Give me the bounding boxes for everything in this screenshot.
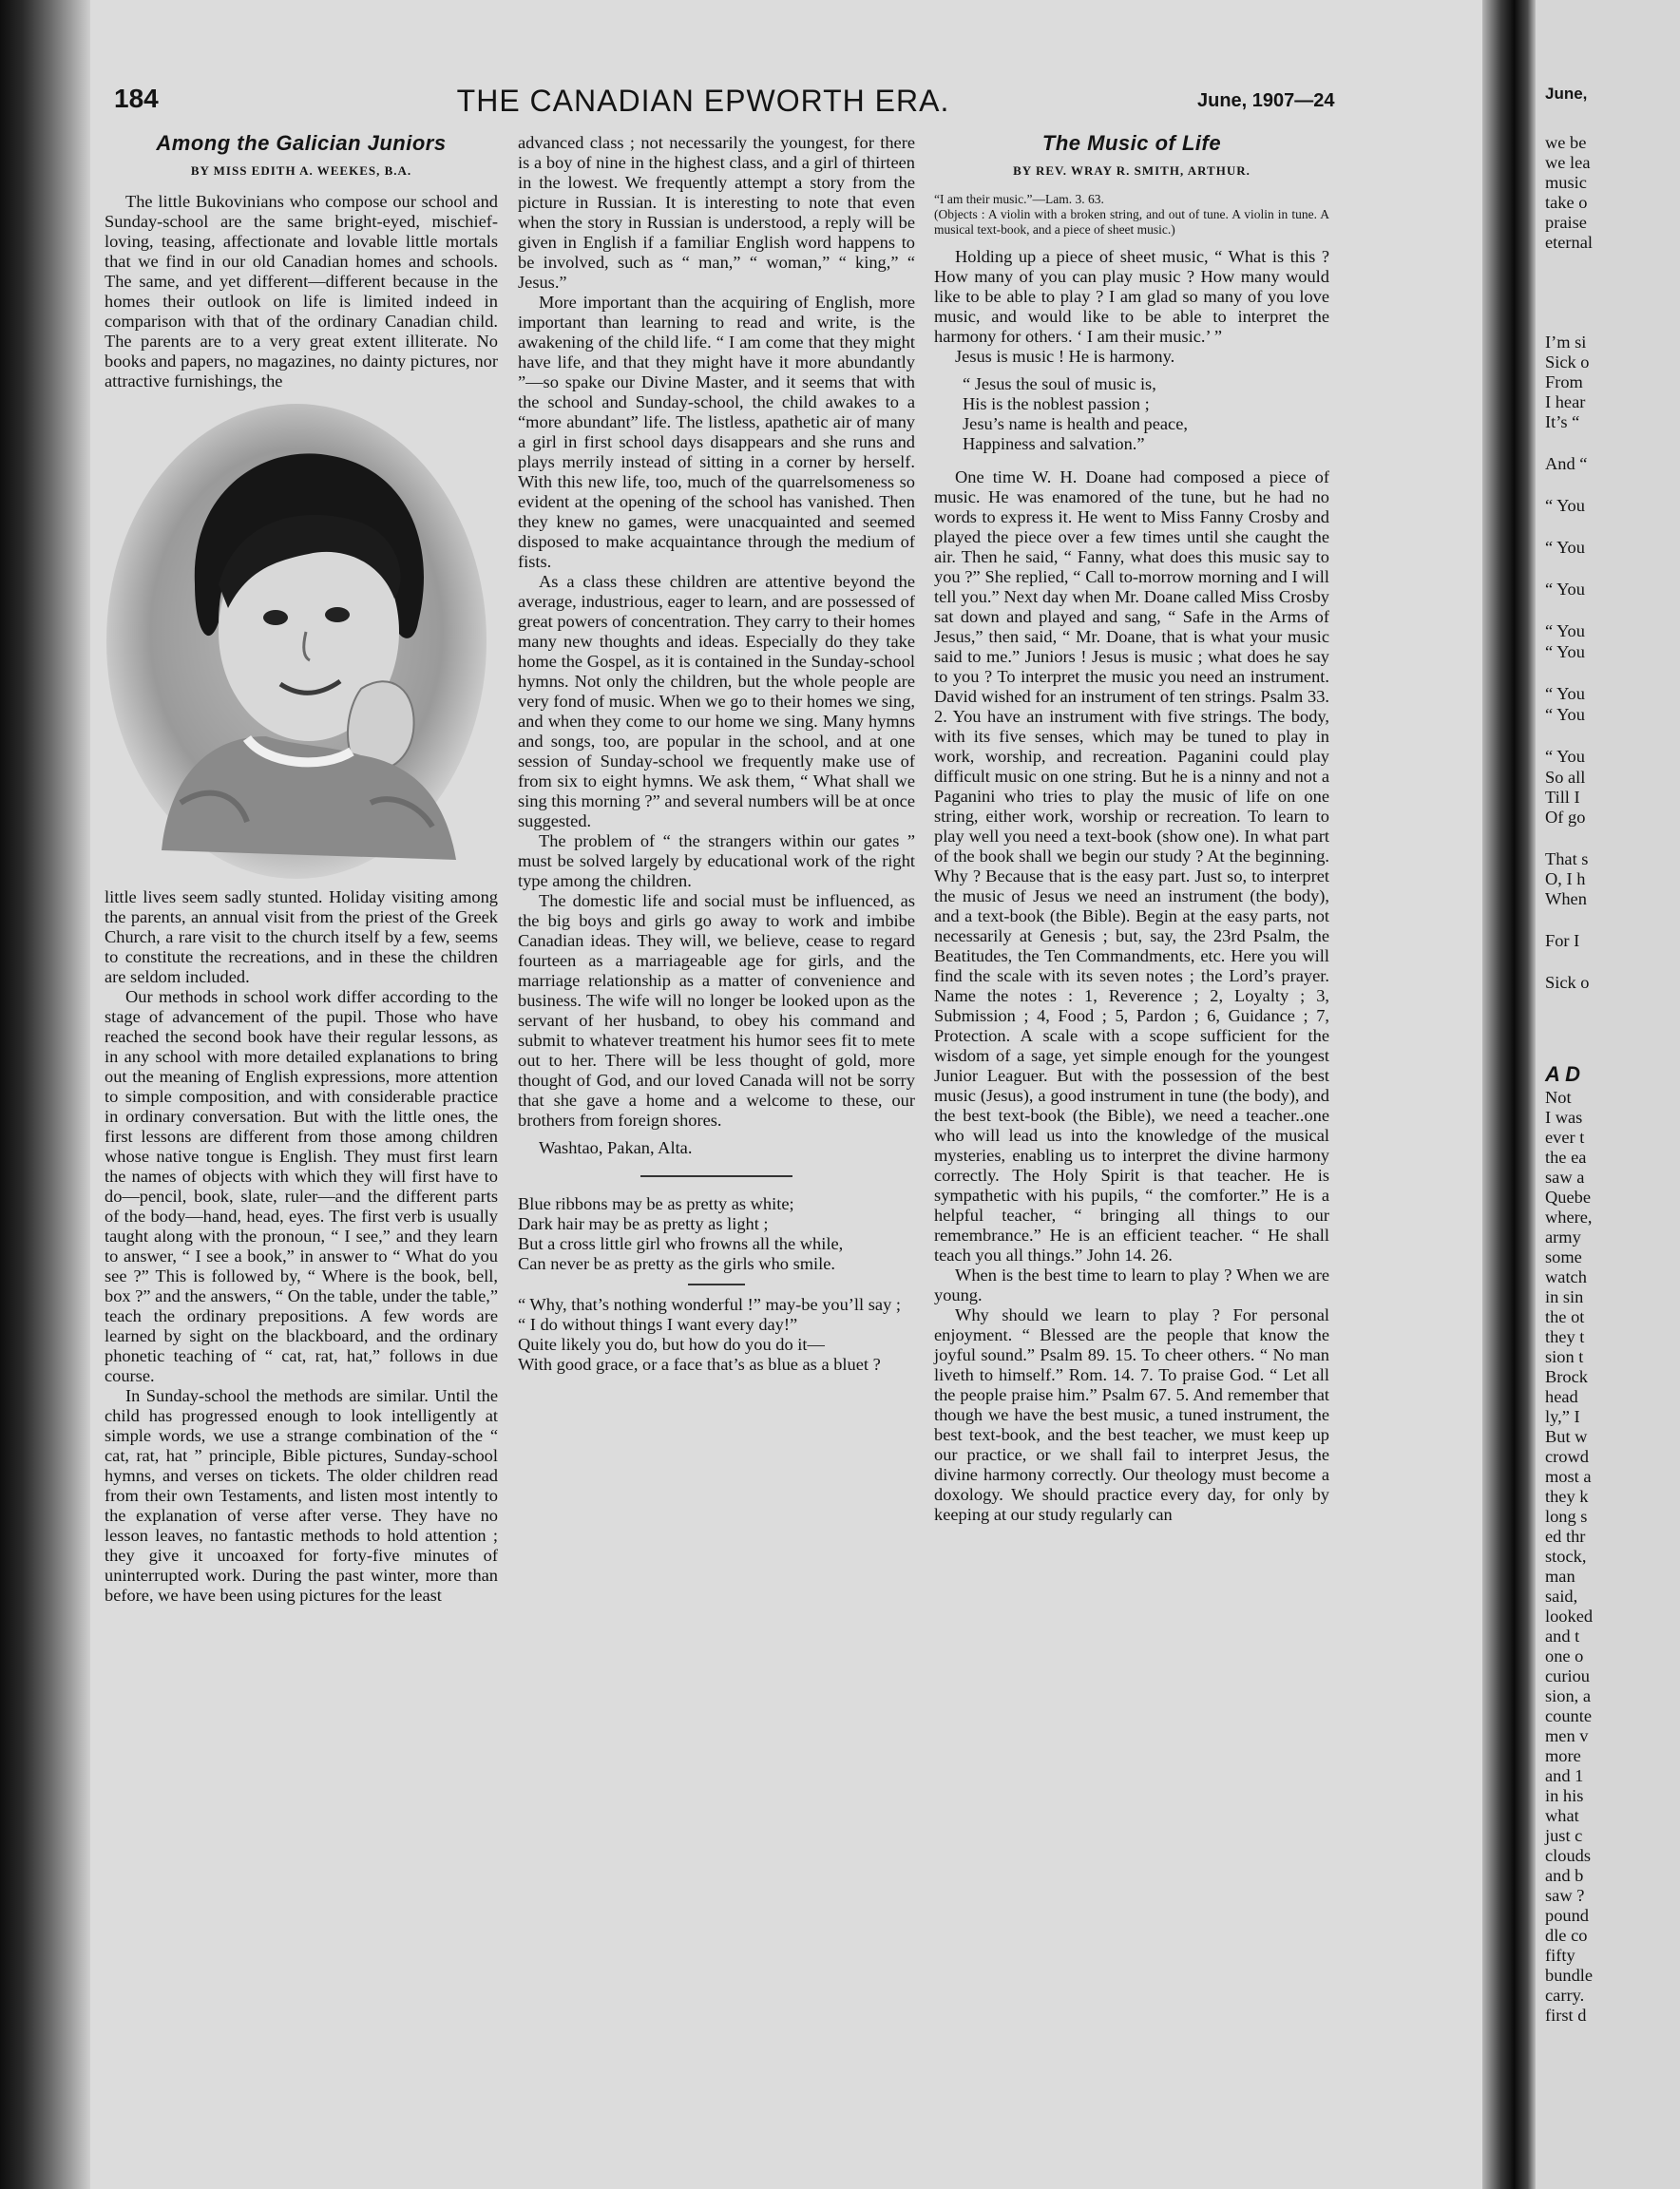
right-page-line: more bbox=[1545, 1746, 1581, 1765]
article-signoff: Washtao, Pakan, Alta. bbox=[539, 1138, 693, 1157]
paragraph: little lives seem sadly stunted. Holiday visiting among the parents, an annual visit from the priest of the Greek Church, a rare visit to the church itself by a few, seems to constitute the recreations, and in these the children are seldom included. bbox=[105, 887, 498, 986]
right-page-line: “ You bbox=[1545, 621, 1585, 640]
right-page-line: we lea bbox=[1545, 153, 1591, 172]
article-title-galician-juniors: Among the Galician Juniors bbox=[156, 131, 447, 155]
epigraph: “I am their music.”—Lam. 3. 63. bbox=[934, 192, 1104, 206]
right-page-line: sion, a bbox=[1545, 1686, 1592, 1705]
right-page-line: saw ? bbox=[1545, 1886, 1585, 1905]
right-page-line: Sick o bbox=[1545, 973, 1590, 992]
right-page-line: “ You bbox=[1545, 705, 1585, 724]
byline-smith: BY REV. WRAY R. SMITH, ARTHUR. bbox=[1013, 163, 1250, 178]
poem-line: Blue ribbons may be as pretty as white; bbox=[518, 1194, 794, 1213]
right-page-line: carry. bbox=[1545, 1986, 1585, 2005]
right-page-line: I hear bbox=[1545, 392, 1586, 411]
right-page-line: music bbox=[1545, 173, 1587, 192]
article-title-music-of-life: The Music of Life bbox=[1041, 131, 1222, 155]
right-page-line: So all bbox=[1545, 768, 1586, 787]
right-page-line: clouds bbox=[1545, 1846, 1592, 1865]
paragraph: Our methods in school work differ according to the stage of advancement of the pupil. Those who have reached the second book have their regular lessons, as in any school with more detailed explanations to bring out the meaning of English expressions, more attention to simple composition, and with considerable practice in ordinary conversation. But with the little ones, the first lessons are different from those among children whose native tongue is English. They must first learn the names of objects with which they will first have to do—pencil, book, slate, ruler—and the different parts of the body—hand, head, eyes. The first verb is usually taught along with the pronoun, “ I see,” and they learn to answer, “ I see a book,” in answer to “ What do you see ?” This is followed by, “ Where is the book, bell, box ?” and the answers, “ On the table, under the table,” teach the ordinary prepositions. A few words are learned by sight on the blackboard, and the ordinary phonetic teaching of “ cat, rat, hat,” follows in due course. bbox=[105, 987, 498, 1385]
section-divider bbox=[640, 1175, 792, 1177]
right-page-line: ever t bbox=[1545, 1128, 1585, 1147]
right-page-line: eternal bbox=[1545, 233, 1594, 252]
right-page-line: “ You bbox=[1545, 496, 1585, 515]
paragraph: The little Bukovinians who compose our school and Sunday-school are the same bright-eyed, mischief-loving, teasing, affectionate and lovable little mortals that we find in our old Canadian homes and schools. The same, and yet different—different because in the homes their outlook on life is limited indeed in comparison with that of the ordinary Canadian child. The parents are to a very great extent illiterate. No books and papers, no magazines, no dainty pictures, nor attractive furnishings, the bbox=[105, 192, 498, 390]
book-binding-edge bbox=[0, 0, 90, 2189]
right-page-line: what bbox=[1545, 1806, 1579, 1825]
right-page-line: army bbox=[1545, 1228, 1581, 1247]
right-page-line: head bbox=[1545, 1387, 1578, 1406]
right-page-line: fifty bbox=[1545, 1946, 1575, 1965]
right-page-line: “ You bbox=[1545, 684, 1585, 703]
right-page-line: stock, bbox=[1545, 1547, 1587, 1566]
right-page-line: Quebe bbox=[1545, 1188, 1591, 1207]
right-page-line: men v bbox=[1545, 1726, 1589, 1745]
book-gutter bbox=[1482, 0, 1536, 2189]
right-page-line: they k bbox=[1545, 1487, 1589, 1506]
journal-title: THE CANADIAN EPWORTH ERA. bbox=[456, 84, 950, 118]
right-page-line: O, I h bbox=[1545, 869, 1586, 888]
right-page-line: dle co bbox=[1545, 1926, 1588, 1945]
poem-bluet bbox=[518, 1295, 915, 1375]
right-page-line: counte bbox=[1545, 1706, 1593, 1725]
right-page-line: and b bbox=[1545, 1866, 1584, 1885]
page-number: 184 bbox=[114, 84, 159, 113]
right-page-line: the ot bbox=[1545, 1307, 1585, 1326]
right-page-line: bundle bbox=[1545, 1966, 1594, 1985]
issue-date: June, 1907—24 bbox=[1197, 90, 1335, 111]
right-page-line: A D bbox=[1545, 1062, 1581, 1086]
byline-weekes: BY MISS EDITH A. WEEKES, B.A. bbox=[190, 163, 412, 178]
right-page-line: I was bbox=[1545, 1108, 1583, 1127]
right-page-line: in sin bbox=[1545, 1287, 1584, 1306]
poem-line: “ I do without things I want every day!” bbox=[518, 1315, 798, 1334]
right-page-line: just c bbox=[1545, 1826, 1583, 1845]
right-page-line: curiou bbox=[1545, 1666, 1590, 1685]
right-page-line: praise bbox=[1545, 213, 1587, 232]
right-page-line: most a bbox=[1545, 1467, 1592, 1486]
verse-line: His is the noblest passion ; bbox=[963, 394, 1150, 413]
right-page-line: crowd bbox=[1545, 1447, 1589, 1466]
right-page-line: “ You bbox=[1545, 538, 1585, 557]
right-page-line: watch bbox=[1545, 1267, 1587, 1286]
right-page-line: and t bbox=[1545, 1627, 1580, 1646]
right-page-line: sion t bbox=[1545, 1347, 1584, 1366]
paragraph: Why should we learn to play ? For personal enjoyment. “ Blessed are the people that know the joyful sound.” Psalm 89. 15. To cheer others. “ No man liveth to himself.” Rom. 14. 7. To praise God. “ Let all the people praise him.” Psalm 67. 5. And remember that though we have the best music, a tuned instrument, the best text-book, and the best teacher, we must keep up our practice, or we shall fail to interpret Jesus, the divine harmony correctly. Our theology must become a doxology. We should practice every day, for only by keeping at our study regularly can bbox=[934, 1305, 1329, 1524]
objects-note: (Objects : A violin with a broken string, and out of tune. A violin in tune. A musical text-book, and a piece of sheet music.) bbox=[934, 207, 1329, 237]
poem-line: Dark hair may be as pretty as light ; bbox=[518, 1214, 769, 1233]
right-page-line: It’s “ bbox=[1545, 412, 1580, 431]
right-page-line: where, bbox=[1545, 1208, 1593, 1227]
right-page-line: looked bbox=[1545, 1607, 1594, 1626]
hymn-verse bbox=[963, 374, 1329, 454]
right-page-line: one o bbox=[1545, 1647, 1584, 1666]
verse-line: Jesu’s name is health and peace, bbox=[963, 414, 1188, 433]
right-page-line: long s bbox=[1545, 1507, 1588, 1526]
right-page-line: When bbox=[1545, 889, 1587, 908]
right-page-line: That s bbox=[1545, 849, 1589, 868]
right-page-line: we be bbox=[1545, 133, 1587, 152]
right-page-line: Brock bbox=[1545, 1367, 1588, 1386]
paragraph: The problem of “ the strangers within our gates ” must be solved largely by educational work of the right type among the children. bbox=[518, 831, 915, 890]
right-page-line: Of go bbox=[1545, 808, 1586, 827]
right-page-line: in his bbox=[1545, 1786, 1584, 1805]
right-page-line: and 1 bbox=[1545, 1766, 1584, 1785]
right-page-line: they t bbox=[1545, 1327, 1585, 1346]
right-page-line: ed thr bbox=[1545, 1527, 1586, 1546]
paragraph: Jesus is music ! He is harmony. bbox=[955, 347, 1175, 366]
right-page-line: “ You bbox=[1545, 642, 1585, 661]
right-page-line: Sick o bbox=[1545, 352, 1590, 371]
column-2 bbox=[518, 133, 915, 1375]
paragraph: As a class these children are attentive beyond the average, industrious, eager to learn, and are possessed of great powers of concentration. They carry to their homes many new thoughts and ideas. Especially do they take home the Gospel, as it is contained in the Sunday-school hymns. Not only the children, but the whole people are very fond of music. When we go to their homes we sing, and when they come to our home we sing. Many hymns and songs, too, are popular in the school, and at one session of Sunday-school we frequently make use of from six to eight hymns. We ask them, “ What shall we sing this morning ?” and several numbers will be at once suggested. bbox=[518, 572, 915, 830]
paragraph: In Sunday-school the methods are similar. Until the child has progressed enough to look intelligently at simple words, we use a strange combination of the “ cat, rat, hat ” principle, Bible pictures, Sunday-school hymns, and verses on tickets. The older children read from their own Testaments, and listen most intently to the explanation of verse after verse. They have no lesson leaves, no fantastic methods to hold attention ; they give it uncoaxed for forty-five minutes of uninterrupted work. During the past winter, more than before, we have been using pictures for the least bbox=[105, 1386, 498, 1605]
poem-blue-ribbons bbox=[518, 1194, 915, 1274]
right-page-line: take o bbox=[1545, 193, 1588, 212]
poem-line: With good grace, or a face that’s as blue as a bluet ? bbox=[518, 1355, 881, 1374]
column-3 bbox=[934, 133, 1329, 1525]
right-page-line: man bbox=[1545, 1567, 1575, 1586]
child-portrait-illustration bbox=[105, 404, 489, 884]
paragraph: One time W. H. Doane had composed a piece of music. He was enamored of the tune, but he had no words to express it. He went to Miss Fanny Crosby and played the piece over a few times until she caught the air. Then he said, “ Fanny, what does this music say to you ?” She replied, “ Call to-morrow morning and I will tell you.” Next day when Mr. Doane called Miss Crosby sat down and played and sang, “ Safe in the Arms of Jesus,” then said, “ Mr. Doane, that is what your music said to me.” Juniors ! Jesus is music ; what does he say to you ? To interpret the music you need an instrument. David wished for an instrument of ten strings. Psalm 33. 2. You have an instrument with five strings. The body, with its five senses, which may be tuned to play in work, worship, and recreation. Paganini could play difficult music on one string. But he is a ninny and not a Paganini who tries to play the music of life on one string, either work, worship or recreation. To learn to play well you need a text-book (show one). In what part of the book shall we begin our study ? At the beginning. Why ? Because that is the easy part. Just so, to interpret the music of Jesus we need an instrument (the body), and a text-book (the Bible). Begin at the easy parts, not necessarily at Genesis ; but, say, the 23rd Psalm, the Beatitudes, the Ten Commandments, etc. Here you will find the scale with its seven notes ; the Lord’s prayer. Name the notes : 1, Reverence ; 2, Loyalty ; 3, Submission ; 4, Food ; 5, Pardon ; 6, Guidance ; 7, Protection. A scale with a scope sufficient for the wisdom of a sage, yet simple enough for the youngest Junior Leaguer. But with the possession of the best music (Jesus), a good instrument in tune (the body), and the best text-book (the Bible), we need a teacher..one who will lead us into the knowledge of the musical mysteries, enabling us to interpret the divine harmony correctly. The Holy Spirit is that teacher. He is sympathetic with his pupils, “ the comforter.” He is a helpful teacher, “ bringing all things to our remembrance.” He is an efficient teacher. “ He shall teach you all things.” John 14. 26. bbox=[934, 467, 1329, 1265]
right-page-line: And “ bbox=[1545, 454, 1588, 473]
right-page-line: Till I bbox=[1545, 788, 1580, 807]
paragraph: When is the best time to learn to play ? When we are young. bbox=[934, 1266, 1329, 1304]
right-page-line: But w bbox=[1545, 1427, 1588, 1446]
poem-line: “ Why, that’s nothing wonderful !” may-be you’ll say ; bbox=[518, 1295, 901, 1314]
right-page-fragment bbox=[1536, 0, 1680, 2189]
right-page-line: Not bbox=[1545, 1088, 1572, 1107]
right-page-line: For I bbox=[1545, 931, 1580, 950]
right-page-line: saw a bbox=[1545, 1168, 1585, 1187]
right-page-line: first d bbox=[1545, 2006, 1587, 2025]
paragraph: advanced class ; not necessarily the youngest, for there is a boy of nine in the highest class, and a girl of thirteen in the lowest. We frequently attempt a story from the picture in Russian. It is interesting to note that even when the story in Russian is understood, a reply will be given in English if a familiar English word happens to be involved, such as “ man,” “ woman,” “ king,” “ Jesus.” bbox=[518, 133, 915, 292]
right-page-line: “ You bbox=[1545, 747, 1585, 766]
right-page-line: pound bbox=[1545, 1906, 1589, 1925]
paragraph: The domestic life and social must be influenced, as the big boys and girls go away to work and imbibe Canadian ideas. They will, we believe, cease to regard fourteen as a marriageable age for girls, and the marriage relationship as a matter of convenience and business. The wife will no longer be looked upon as the servant of her husband, to obey his command and submit to whatever treatment his humor sees fit to mete out to her. There will be less thought of gold, more thought of God, and our loved Canada will not be sorry that she gave a home and a welcome to these, our brothers from foreign shores. bbox=[518, 891, 915, 1130]
right-page-line: said, bbox=[1545, 1587, 1578, 1606]
poem-divider bbox=[688, 1284, 745, 1285]
right-page-line: the ea bbox=[1545, 1148, 1587, 1167]
verse-line: “ Jesus the soul of music is, bbox=[963, 374, 1156, 393]
paragraph: More important than the acquiring of English, more important than learning to read and write, is the awakening of the child life. “ I am come that they might have life, and that they might have it more abundantly ”—so spake our Divine Master, and it seems that with the school and Sunday-school, the child awakes to a “more abundant” life. The listless, apathetic air of many a girl in first school days disappears and she runs and plays merrily instead of sitting in a corner by herself. With this new life, too, much of the quarrelsomeness so evident at the opening of the school has vanished. Then they knew no games, were unacquainted and seemed disposed to make acquaintance through the medium of fists. bbox=[518, 293, 915, 571]
poem-line: Quite likely you do, but how do you do it— bbox=[518, 1335, 825, 1354]
right-page-line: June, bbox=[1545, 85, 1588, 103]
right-page-line: ly,” I bbox=[1545, 1407, 1580, 1426]
poem-line: Can never be as pretty as the girls who smile. bbox=[518, 1254, 836, 1273]
right-page-line: From bbox=[1545, 372, 1583, 391]
verse-line: Happiness and salvation.” bbox=[963, 434, 1145, 453]
poem-line: But a cross little girl who frowns all the while, bbox=[518, 1234, 844, 1253]
right-page-line: “ You bbox=[1545, 580, 1585, 599]
paragraph: Holding up a piece of sheet music, “ What is this ? How many of you can play music ? How many would like to be able to play ? I am glad so many of you love music, and would like to be able to interpret the harmony for others. ‘ I am their music.’ ” bbox=[934, 247, 1329, 346]
right-page-line: some bbox=[1545, 1247, 1582, 1266]
right-page-line: I’m si bbox=[1545, 333, 1587, 352]
